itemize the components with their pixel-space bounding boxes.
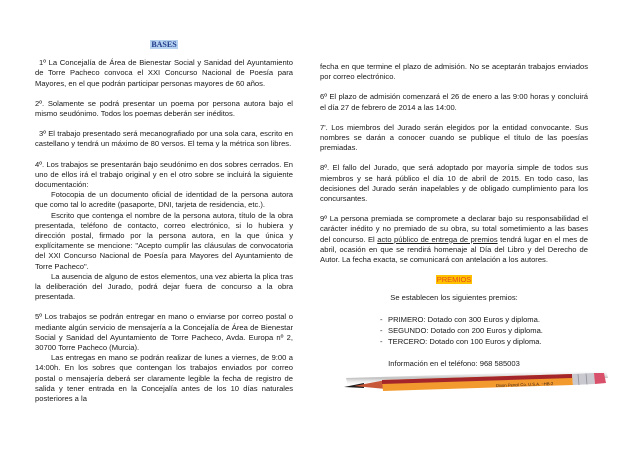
bases-title-text: BASES — [151, 40, 177, 49]
clause-7: 7'. Los miembros del Jurado serán elegidos por la entidad convocante. Sus nombres se darán a conocer cuando se publique el título de las poesías premiadas. — [320, 122, 588, 153]
clause-9-text-before: 9º La persona premiada se compromete a declarar bajo su responsabilidad el carácter inédito y no premiado de su obra, su total sometimiento a las bases del concurso. El — [320, 214, 588, 244]
bullet-dash: - — [380, 336, 383, 346]
clause-6: 6º El plazo de admisión comenzará el 26 de enero a las 9:00 horas y concluirá el día 27 de febrero de 2014 a las 14:00. — [320, 92, 588, 112]
clause-9 — [320, 214, 588, 265]
clause-4: 4º. Los trabajos se presentarán bajo seudónimo en dos sobres cerrados. En uno de ellos irá el trabajo original y en el otro sobre se incluirá la siguiente documentación: — [35, 159, 293, 190]
left-column — [35, 40, 293, 404]
pencil-image — [338, 368, 610, 400]
clause-3: 3º El trabajo presentado será mecanografiado por una sola cara, escrito en castellano y tendrá un máximo de 80 versos. El tema y la métrica son libres. — [35, 129, 293, 149]
prizes-list — [320, 314, 588, 347]
clause-5: 5º Los trabajos se podrán entregar en mano o enviarse por correo postal o mediante algún servicio de mensajería a la Concejalía de Área de Bienestar Social y Sanidad del Ayuntamiento de Torre Pacheco, Avda. Europa nº 2, 30700 Torre Pacheco (Murcia). — [35, 312, 293, 353]
prize-text: SEGUNDO: Dotado con 200 Euros y diploma. — [388, 325, 543, 335]
prize-item-third — [320, 336, 588, 347]
clause-2: 2º. Solamente se podrá presentar un poema por persona autora bajo el mismo seudónimo. Todos los poemas deberán ser inéditos. — [35, 98, 293, 119]
clause-4-written-statement: Escrito que contenga el nombre de la persona autora, título de la obra presentada, teléfono de contacto, correo electrónico, si lo hubiera y dirección postal, firmado por la persona autora, en la que única y explícitamente se mencione: "Acepto cumplir las cláusulas de convocatoria del XXI Concurso Nacional de Poesía para Mayores del Ayuntamiento de Torre Pacheco". — [35, 210, 293, 271]
bases-title — [35, 40, 293, 50]
prizes-intro: Se establecen los siguientes premios: — [390, 293, 518, 303]
prize-item-first — [320, 314, 588, 325]
clause-5-delivery: Las entregas en mano se podrán realizar de lunes a viernes, de 9:00 a 14:00h. En los sobres que contengan los trabajos enviados por correo postal o mensajería deberá ser claramente legible la fecha de registro de salida y tener entrada en la Concejalía antes de los 10 días naturales posteriores a la — [35, 353, 293, 404]
clause-5-continued: fecha en que termine el plazo de admisión. No se aceptarán trabajos enviados por correo electrónico. — [320, 62, 588, 82]
clause-1: 1º La Concejalía de Área de Bienestar Social y Sanidad del Ayuntamiento de Torre Pacheco convoca el XXI Concurso Nacional de Poesía para Mayores, en el que podrán participar personas mayores de 60 años. — [35, 58, 293, 88]
bullet-dash: - — [380, 325, 383, 335]
right-column — [320, 62, 588, 379]
clause-4-id-copy: Fotocopia de un documento oficial de identidad de la persona autora que como tal lo acredite (pasaporte, DNI, tarjeta de residencia, etc.). — [35, 190, 293, 210]
prize-text: PRIMERO: Dotado con 300 Euros y diploma. — [388, 314, 540, 324]
pencil-label: Dixon Pencil Co. U.S.A. ~HB-2 — [495, 381, 554, 388]
bullet-dash: - — [380, 314, 383, 324]
clause-8: 8º. El fallo del Jurado, que será adoptado por mayoría simple de todos sus miembros y se hará público el día 10 de abril de 2015. En todo caso, las decisiones del Jurado serán inapelables y de obligado cumplimiento para los concursantes. — [320, 163, 588, 204]
premios-title — [320, 275, 588, 285]
prize-text: TERCERO: Dotado con 100 Euros y diploma. — [388, 336, 542, 346]
clause-9-underlined: acto público de entrega de premios — [377, 234, 498, 244]
clause-4-absence-note: La ausencia de alguno de estos elementos, una vez abierta la plica tras la deliberación del Jurado, podrá dejar fuera de concurso a la obra presentada. — [35, 271, 293, 302]
info-phone: Información en el teléfono: 968 585003 — [388, 358, 520, 368]
prize-item-second — [320, 325, 588, 336]
premios-title-text: PREMIOS — [436, 275, 472, 285]
clause-9-text-after: tendrá lugar en el mes de abril, ocasión en que se rendirá homenaje al Día del Libro y del Derecho de Autor. La fecha exacta, se comunicará con antelación a los autores. — [320, 234, 589, 265]
